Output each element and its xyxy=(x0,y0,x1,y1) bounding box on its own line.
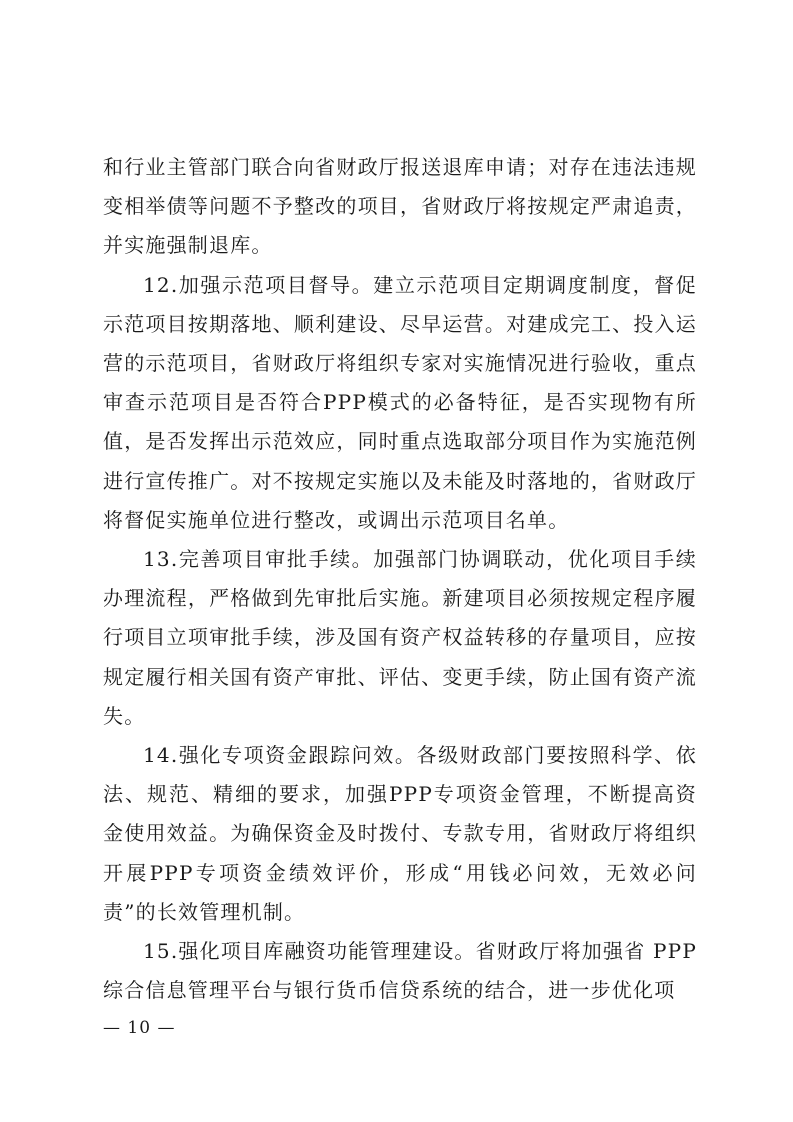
document-body xyxy=(103,148,697,1010)
paragraph-item-12: 12.加强示范项目督导。建立示范项目定期调度制度，督促示范项目按期落地、顺利建设、尽早运营。对建成完工、投入运营的示范项目，省财政厅将组织专家对实施情况进行验收，重点审查示范项目是否符合PPP模式的必备特征，是否实现物有所值，是否发挥出示范效应，同时重点选取部分项目作为实施范例进行宣传推广。对不按规定实施以及未能及时落地的，省财政厅将督促实施单位进行整改，或调出示范项目名单。 xyxy=(103,272,697,532)
paragraph-item-15: 15.强化项目库融资功能管理建设。省财政厅将加强省 PPP综合信息管理平台与银行货币信贷系统的结合，进一步优化项 xyxy=(103,939,697,1003)
page-number: — 10 — xyxy=(103,1018,176,1038)
paragraph-continuation: 和行业主管部门联合向省财政厅报送退库申请；对存在违法违规变相举债等问题不予整改的项目，省财政厅将按规定严肃追责，并实施强制退库。 xyxy=(103,155,697,258)
paragraph-item-14: 14.强化专项资金跟踪问效。各级财政部门要按照科学、依法、规范、精细的要求，加强PPP专项资金管理，不断提高资金使用效益。为确保资金及时拨付、专款专用，省财政厅将组织开展PPP专项资金绩效评价，形成“用钱必问效，无效必问责”的长效管理机制。 xyxy=(103,743,697,924)
paragraph-item-13: 13.完善项目审批手续。加强部门协调联动，优化项目手续办理流程，严格做到先审批后实施。新建项目必须按规定程序履行项目立项审批手续，涉及国有资产权益转移的存量项目，应按规定履行相关国有资产审批、评估、变更手续，防止国有资产流失。 xyxy=(103,547,697,728)
